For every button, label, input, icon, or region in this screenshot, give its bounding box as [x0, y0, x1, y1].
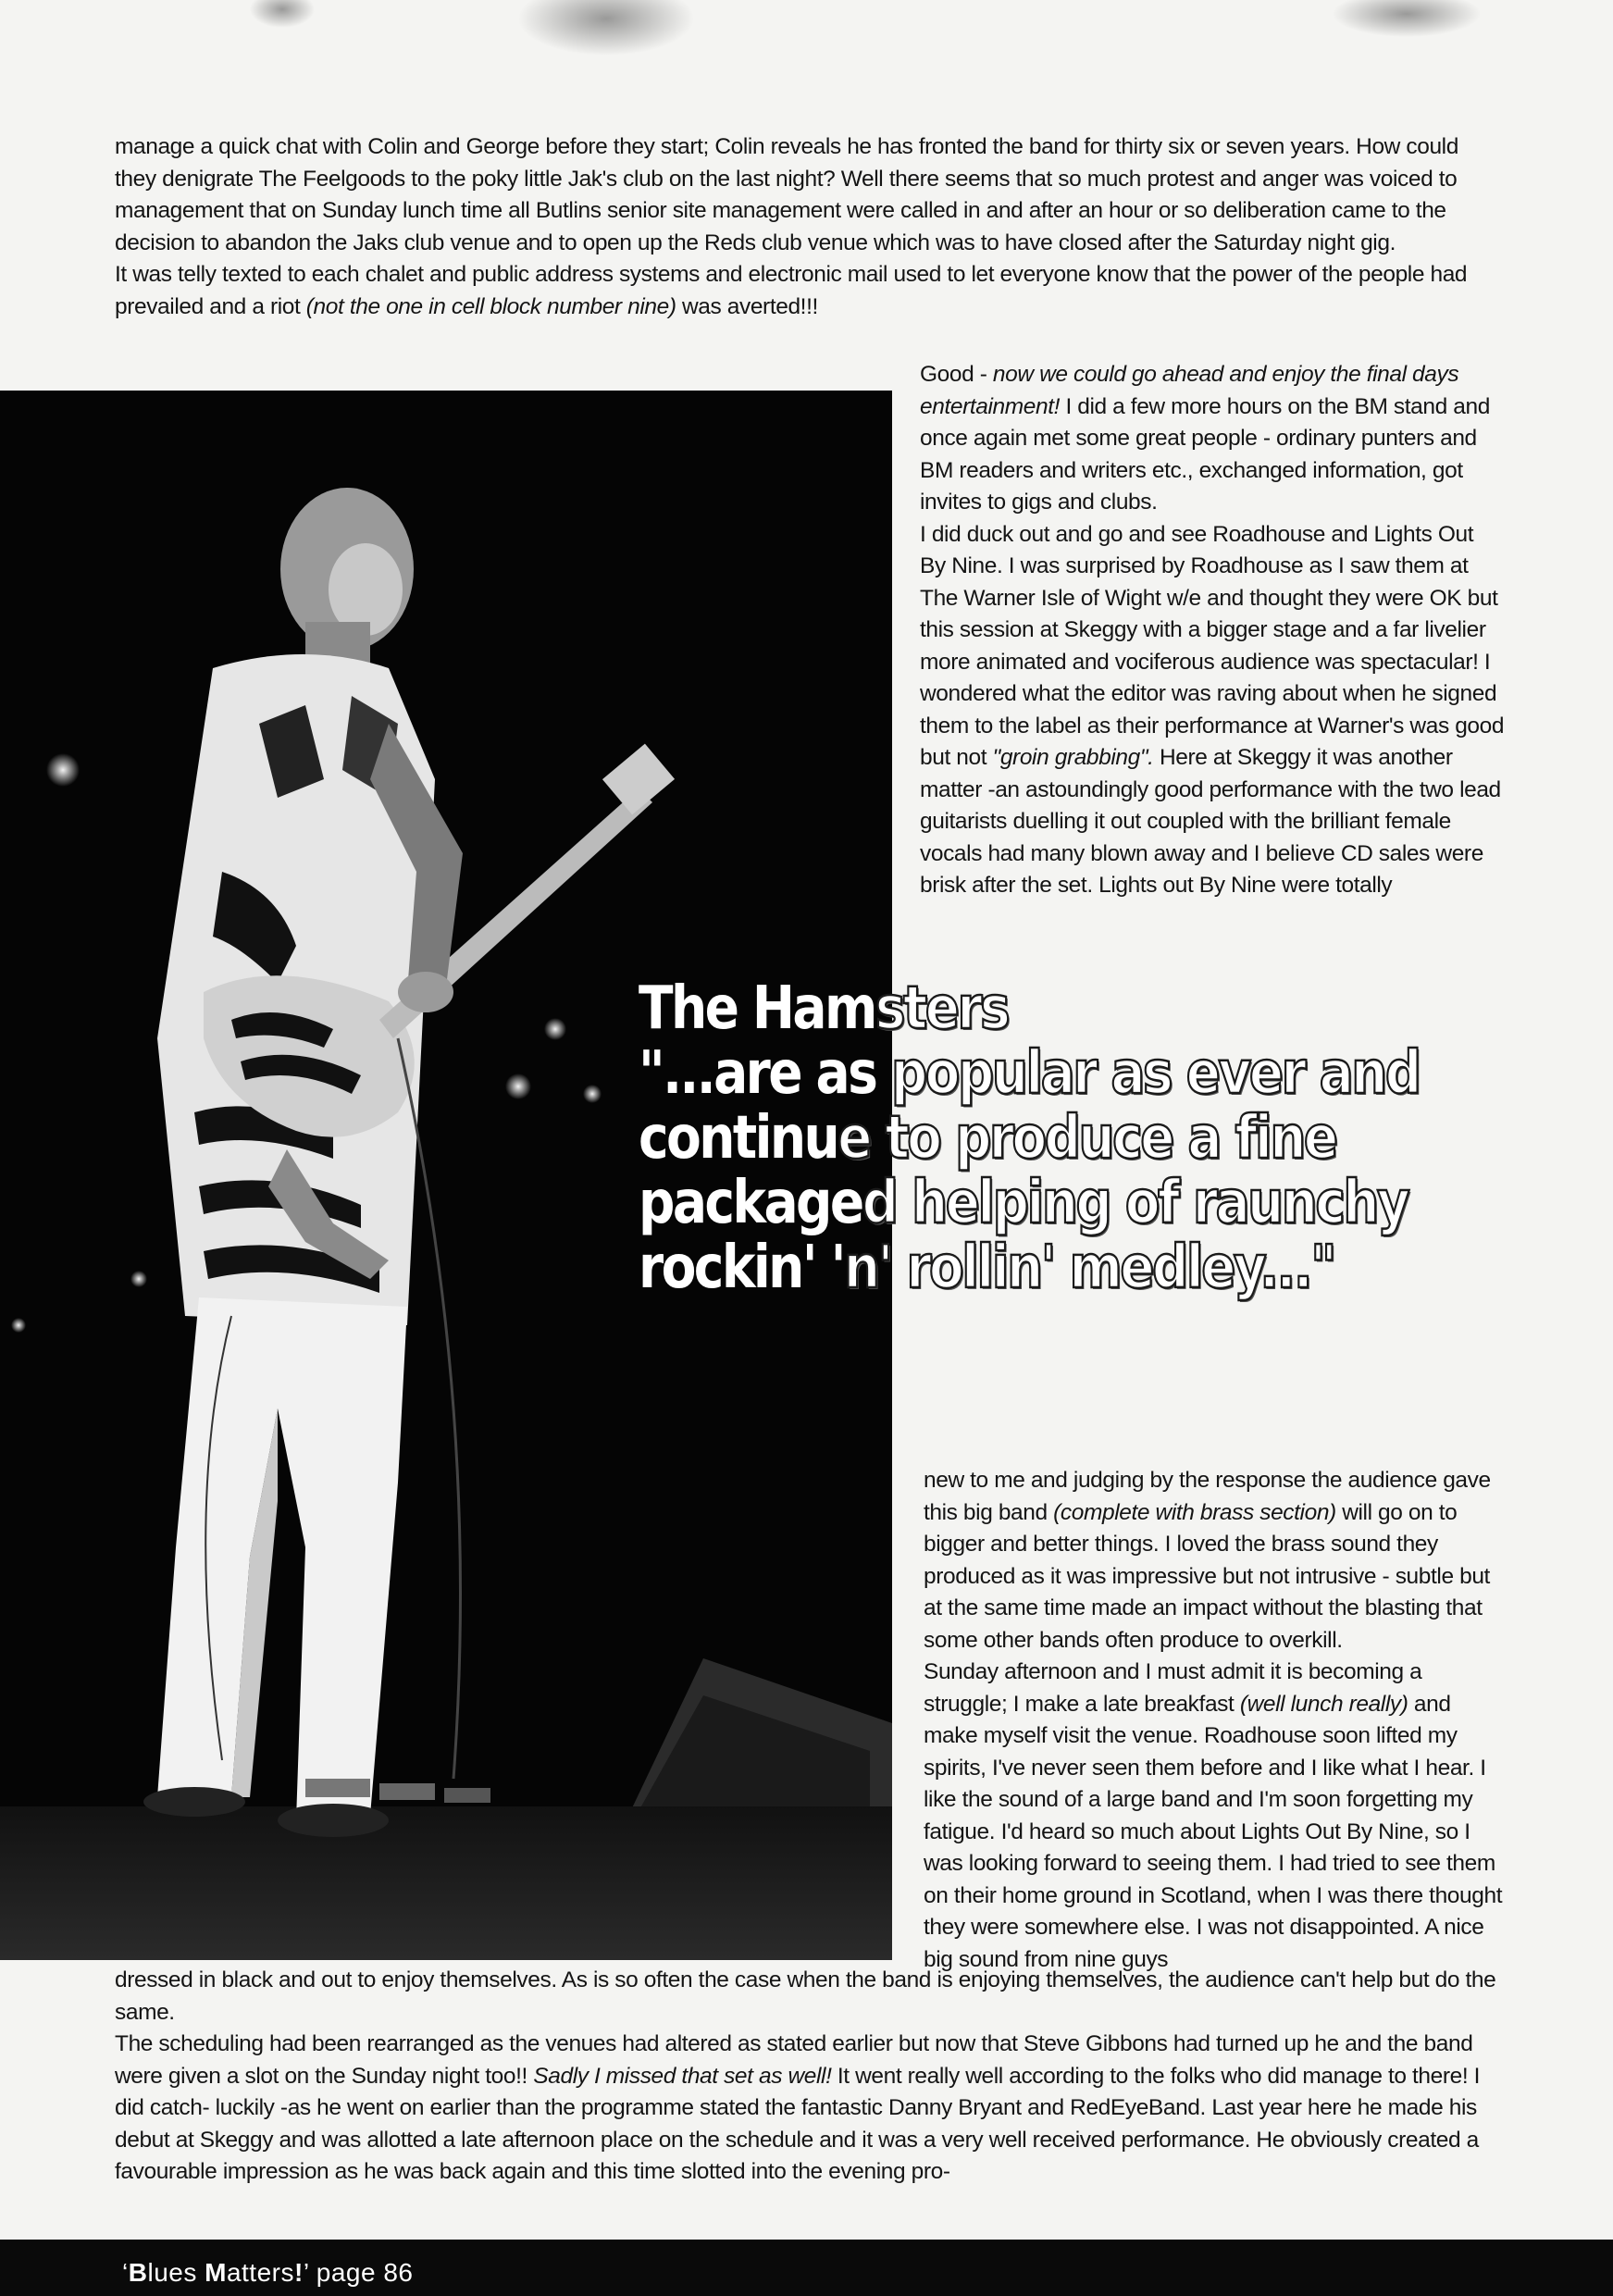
right-column-lower-text — [924, 1465, 1505, 1976]
article-continued-text — [115, 1965, 1512, 2189]
paragraph: manage a quick chat with Colin and George before they start; Colin reveals he has fronted the band for thirty six or seven years. How could they denigrate The Feelgoods to the poky little Jak's club on the last night? Well there seems that so much protest and anger was voiced to management that on Sunday lunch time all Butlins senior site management were called in and after an hour or so deliberation came to the decision to abandon the Jaks club venue and to open up the Reds club venue which was to have closed after the Saturday night gig. — [115, 134, 1458, 255]
pull-quote-line: "...are as popular as ever and — [639, 1039, 1420, 1108]
pull-quote — [639, 976, 1419, 1300]
pull-quote-line: rockin' 'n' rollin' medley..." — [639, 1234, 1335, 1302]
paragraph: new to me and judging by the response the audience gave this big band (complete with brass section) will go on to bigger and better things. I loved the brass sound they produced as it was impressive but not intrusive - subtle but at the same time made an impact without the blasting that some other bands often produce to overkill. — [924, 1468, 1491, 1653]
paragraph: Good - now we could go ahead and enjoy the final days entertainment! I did a few more hours on the BM stand and once again met some great people - ordinary punters and BM readers and writers etc., exchanged information, got invites to gigs and clubs. — [920, 362, 1490, 515]
pull-quote-line: The Hamsters — [639, 974, 1009, 1043]
scan-smudge — [518, 0, 694, 56]
paragraph: I did duck out and go and see Roadhouse and Lights Out By Nine. I was surprised by Roadhouse as I saw them at The Warner Isle of Wight w/e and thought they were OK but this session at Skeggy with a bigger stage and a far livelier more animated and vociferous audience was spectacular! I wondered what the editor was raving about when he signed them to the label as their performance at Warner's was good but not "groin grabbing". Here at Skeggy it was another matter -an astoundingly good performance with the two lead guitarists duelling it out coupled with the brilliant female vocals had many blown away and I believe CD sales were brisk after the set. Lights out By Nine were totally — [920, 521, 1505, 898]
paragraph: dressed in black and out to enjoy themselves. As is so often the case when the band is enjoying themselves, the audience can't help but do the same. — [115, 1967, 1496, 2025]
scan-smudge — [250, 0, 315, 28]
right-column-upper-text — [920, 359, 1505, 902]
pull-quote-line: continue to produce a fine — [639, 1104, 1336, 1173]
pull-quote-line: packaged helping of raunchy — [639, 1169, 1408, 1237]
scan-smudge — [1333, 0, 1481, 37]
paragraph: The scheduling had been rearranged as the venues had altered as stated earlier but now that Steve Gibbons had turned up he and the band were given a slot on the Sunday night too!! Sadly I missed that set as well! It went really well according to the folks who did manage to there! I did catch- luckily -as he went on earlier than the programme stated the fantastic Danny Bryant and RedEyeBand. Last year here he made his debut at Skeggy and was allotted a late afternoon place on the schedule and it was a very well received performance. He obviously created a favourable impression as he was back again and this time slotted into the evening pro- — [115, 2031, 1481, 2184]
page-footer-label: ‘Blues Matters!’ page 86 — [122, 2258, 414, 2287]
paragraph: It was telly texted to each chalet and public address systems and electronic mail used to let everyone know that the power of the people had prevailed and a riot (not the one in cell block number nine) was averted!!! — [115, 262, 1468, 319]
article-intro-text — [115, 131, 1503, 323]
paragraph: Sunday afternoon and I must admit it is becoming a struggle; I make a late breakfast (well lunch really) and make myself visit the venue. Roadhouse soon lifted my spirits, I've never seen them before and I like what I hear. I like the sound of a large band and I'm soon forgetting my fatigue. I'd heard so much about Lights Out By Nine, so I was looking forward to seeing them. I had tried to see them on their home ground in Scotland, when I was there thought they were somewhere else. I was not disappointed. A nice big sound from nine guys — [924, 1659, 1503, 1972]
